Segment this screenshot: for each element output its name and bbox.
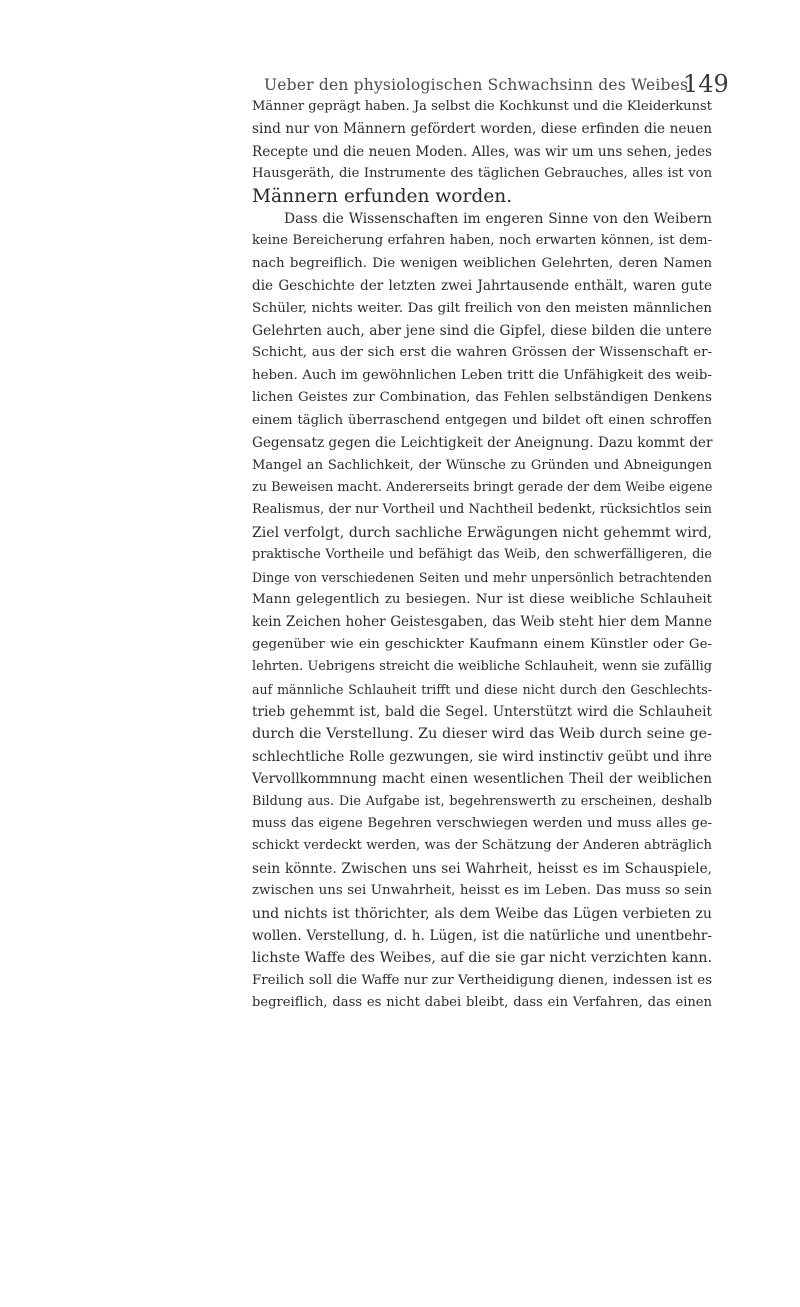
text-line: Schicht, aus der sich erst die wahren Grössen der Wissenschaft er-	[252, 345, 712, 361]
text-line: praktische Vortheile und befähigt das Weib, den schwerfälligeren, die	[252, 547, 712, 563]
text-line: Dinge von verschiedenen Seiten und mehr unpersönlich betrachtenden	[252, 569, 712, 585]
text-line: nach begreiflich. Die wenigen weiblichen Gelehrten, deren Namen	[252, 255, 712, 271]
text-line: lichen Geistes zur Combination, das Fehlen selbständigen Denkens	[252, 390, 712, 406]
text-line: Gelehrten auch, aber jene sind die Gipfel, diese bilden die untere	[252, 323, 712, 340]
text-line: sein könnte. Zwischen uns sei Wahrheit, heisst es im Schauspiele,	[252, 860, 712, 877]
text-line: Mann gelegentlich zu besiegen. Nur ist diese weibliche Schlauheit	[252, 591, 712, 607]
text-line: schickt verdeckt werden, was der Schätzung der Anderen abträglich	[252, 838, 712, 854]
text-line: Vervollkommnung macht einen wesentlichen Theil der weiblichen	[252, 771, 712, 788]
text-line: Bildung aus. Die Aufgabe ist, begehrenswerth zu erscheinen, deshalb	[252, 793, 712, 809]
text-line: durch die Verstellung. Zu dieser wird das Weib durch seine ge-	[252, 726, 712, 743]
paragraph	[252, 208, 712, 1015]
text-line: die Geschichte der letzten zwei Jahrtausende enthält, waren gute	[252, 278, 712, 295]
text-line: Männern erfunden worden.	[252, 185, 513, 207]
text-line: Gegensatz gegen die Leichtigkeit der Aneignung. Dazu kommt der	[252, 435, 713, 452]
text-line: begreiflich, dass es nicht dabei bleibt, dass ein Verfahren, das einen	[252, 995, 712, 1011]
text-line: auf männliche Schlauheit trifft und diese nicht durch den Geschlechts-	[252, 681, 712, 697]
text-line: zu Beweisen macht. Andererseits bringt gerade der dem Weibe eigene	[252, 479, 713, 495]
text-line: Männer geprägt haben. Ja selbst die Kochkunst und die Kleiderkunst	[252, 99, 712, 114]
text-line: muss das eigene Begehren verschwiegen werden und muss alles ge-	[252, 816, 712, 831]
page-number: 149	[683, 70, 729, 98]
text-line: Recepte und die neuen Moden. Alles, was wir um uns sehen, jedes	[252, 143, 712, 160]
text-line: Dass die Wissenschaften im engeren Sinne von den Weibern	[284, 211, 712, 228]
text-line: Mangel an Sachlichkeit, der Wünsche zu Gründen und Abneigungen	[252, 457, 712, 473]
text-line: Freilich soll die Waffe nur zur Vertheidigung dienen, indessen ist es	[252, 972, 712, 988]
text-line: kein Zeichen hoher Geistesgaben, das Weib steht hier dem Manne	[252, 614, 712, 631]
text-line: sind nur von Männern gefördert worden, diese erfinden die neuen	[252, 121, 712, 138]
text-line: Realismus, der nur Vortheil und Nachtheil bedenkt, rücksichtlos sein	[252, 502, 712, 518]
text-line: Ziel verfolgt, durch sachliche Erwägungen nicht gehemmt wird,	[252, 524, 712, 541]
text-line: und nichts ist thörichter, als dem Weibe das Lügen verbieten zu	[252, 905, 712, 922]
text-line: trieb gehemmt ist, bald die Segel. Unterstützt wird die Schlauheit	[252, 703, 712, 720]
paragraph	[252, 96, 712, 208]
text-line: wollen. Verstellung, d. h. Lügen, ist die natürliche und unentbehr-	[252, 928, 712, 945]
text-line: einem täglich überraschend entgegen und bildet oft einen schroffen	[252, 412, 712, 428]
text-line: Hausgeräth, die Instrumente des täglichen Gebrauches, alles ist von	[252, 166, 712, 182]
body-text	[252, 96, 712, 1015]
text-line: schlechtliche Rolle gezwungen, sie wird instinctiv geübt und ihre	[252, 748, 712, 765]
text-line: gegenüber wie ein geschickter Kaufmann einem Künstler oder Ge-	[252, 636, 712, 652]
running-head: Ueber den physiologischen Schwachsinn des Weibes.	[264, 76, 694, 94]
text-line: lichste Waffe des Weibes, auf die sie gar nicht verzichten kann.	[252, 950, 712, 967]
text-line: heben. Auch im gewöhnlichen Leben tritt die Unfähigkeit des weib-	[252, 367, 712, 383]
text-line: lehrten. Uebrigens streicht die weibliche Schlauheit, wenn sie zufällig	[252, 659, 712, 675]
text-line: keine Bereicherung erfahren haben, noch erwarten können, ist dem-	[252, 233, 712, 249]
text-line: zwischen uns sei Unwahrheit, heisst es im Leben. Das muss so sein	[252, 883, 712, 899]
text-line: Schüler, nichts weiter. Das gilt freilich von den meisten männlichen	[252, 300, 712, 316]
